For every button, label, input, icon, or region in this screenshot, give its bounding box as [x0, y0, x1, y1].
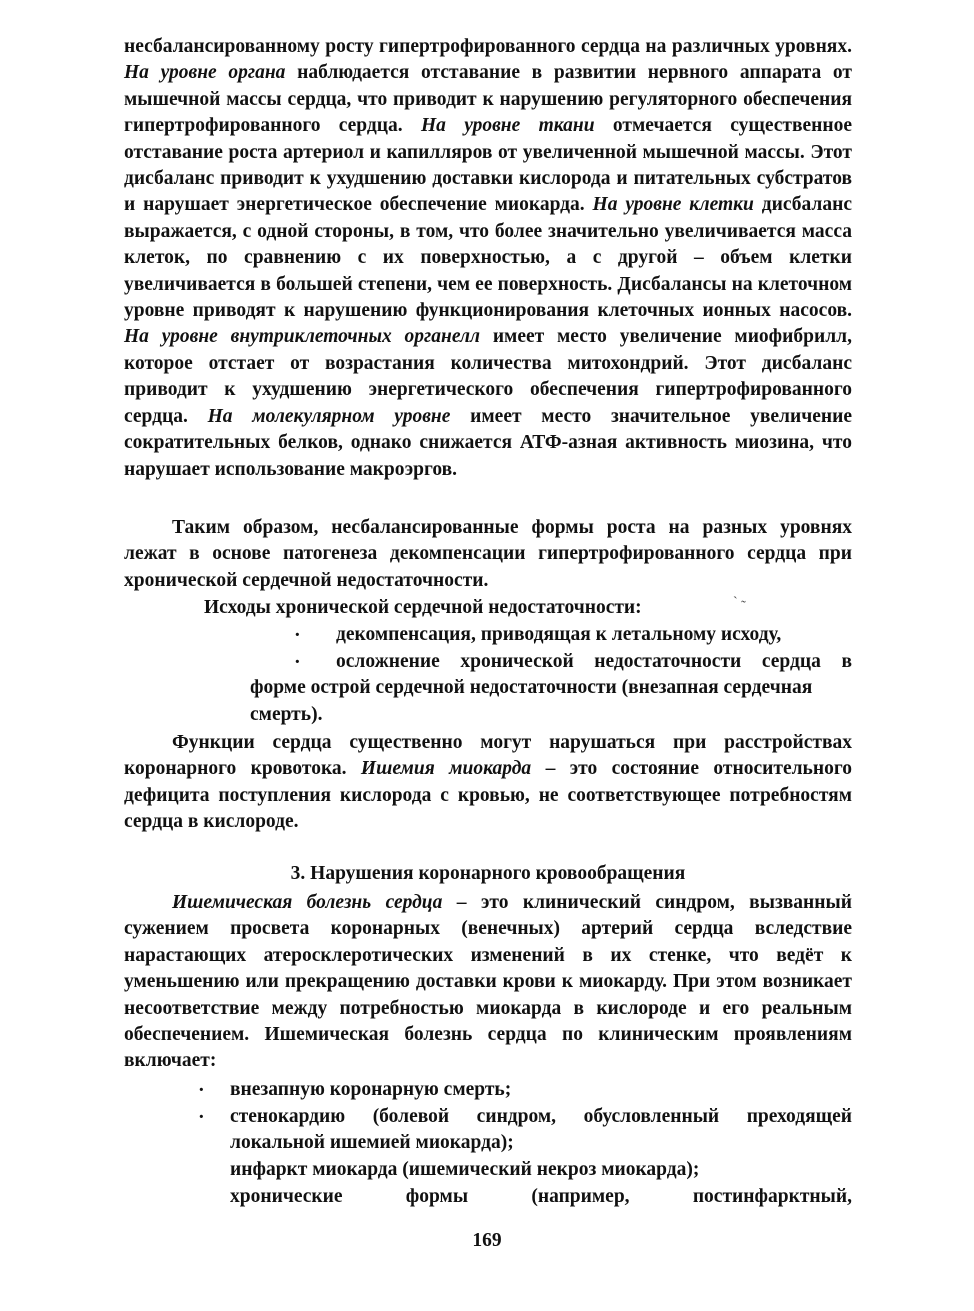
- paragraph-conclusion: Таким образом, несбалансированные формы роста на разных уровнях лежат в основе патогенеза декомпенсации гипертрофированного сердца при хронической сердечной недостаточности.: [124, 517, 852, 591]
- text-run: отмечается существенное отставание роста артериол и капилляров от увеличенной мышечной массы. Этот дисбаланс приводит к ухудшению доставки кислорода и питательных субстратов и нарушает энергетическое обеспечение миокарда.: [124, 115, 853, 216]
- outcomes-title: Исходы хронической сердечной недостаточности:: [204, 597, 642, 618]
- italic-term: На молекулярном уровне: [207, 405, 451, 427]
- text-run: Функции сердца существенно могут нарушаться при расстройствах коронарного кровотока.: [124, 732, 852, 780]
- bullet-icon: ·: [294, 651, 301, 673]
- page-number: 169: [472, 1230, 502, 1251]
- text-run: имеет место значительное увеличение сократительных белков, однако снижается АТФ-азная активность миозина, что нарушает использование макроэргов.: [124, 405, 852, 480]
- outcome-item-complication-end: смерть).: [250, 704, 323, 725]
- italic-term: На уровне органа: [124, 62, 286, 84]
- outcome-item-complication-cont: форме острой сердечной недостаточности (внезапная сердечная: [250, 677, 813, 698]
- bullet-icon: ·: [198, 1079, 205, 1101]
- word: постинфарктный,: [692, 1186, 852, 1207]
- ihd-item-infarction: инфаркт миокарда (ишемический некроз миокарда);: [230, 1159, 700, 1180]
- text-run: дисбаланс выражается, с одной стороны, в том, что более значительно увеличивается масса клеток, по сравнению с их поверхностью, а с другой – объем клетки увеличивается в большей степени, чем ее поверхность. Дисбалансы на клеточном уровне приводят к нарушению функционирования клеточных ионных насосов.: [124, 194, 853, 322]
- bold-italic-term: Ишемическая болезнь сердца: [172, 892, 443, 913]
- text-run: несбалансированному росту гипертрофированного сердца на различных уровнях.: [124, 36, 852, 57]
- outcome-item-decompensation: декомпенсация, приводящая к летальному исходу,: [336, 624, 782, 645]
- paragraph-imbalance-levels: [124, 34, 852, 483]
- outcome-item-complication: осложнение хронической недостаточности сердца в: [336, 651, 852, 672]
- scan-mark: ˴ ˷: [733, 589, 746, 604]
- ihd-item-chronic: [230, 1184, 852, 1210]
- italic-term: На уровне клетки: [592, 194, 754, 216]
- ihd-item-angina-cont: локальной ишемией миокарда);: [230, 1132, 514, 1153]
- text-run: – это состояние относительного дефицита поступления кислорода с кровью, не соответствующее потребностям сердца в кислороде.: [124, 758, 852, 833]
- paragraph-ischemia-definition: [124, 730, 852, 836]
- word: хронические: [230, 1186, 343, 1207]
- paragraph-ihd-definition: [124, 890, 852, 1075]
- ihd-item-angina: стенокардию (болевой синдром, обусловленный преходящей: [230, 1106, 852, 1127]
- text-run: имеет место увеличение миофибрилл, которое отстает от возрастания количества митохондрий. Этот дисбаланс приводит к ухудшению энергетического обеспечения гипертрофированного сердца.: [124, 326, 852, 427]
- ihd-item-sudden-death: внезапную коронарную смерть;: [230, 1079, 512, 1100]
- italic-term: На уровне внутриклеточных органелл: [124, 326, 481, 348]
- text-run: – это клинический синдром, вызванный сужением просвета коронарных (венечных) артерий сердца вследствие нарастающих атеросклеротических изменений в их стенке, что ведёт к уменьшению или прекращению доставки крови к миокарду. При этом возникает несоответствие между потребностью миокарда в кислороде и его реальным обеспечением. Ишемическая болезнь сердца по клиническим проявлениям включает:: [124, 892, 852, 1072]
- text-run: наблюдается отставание в развитии нервного аппарата от мышечной массы сердца, что приводит к нарушению регуляторного обеспечения гипертрофированного сердца.: [124, 62, 852, 137]
- bullet-icon: ·: [198, 1106, 205, 1128]
- word: (например,: [531, 1186, 630, 1207]
- italic-term: На уровне ткани: [420, 115, 595, 137]
- word: формы: [405, 1186, 469, 1207]
- bold-italic-term: Ишемия миокарда: [360, 758, 532, 780]
- bullet-icon: ·: [294, 624, 301, 646]
- section-heading: 3. Нарушения коронарного кровообращения: [290, 863, 686, 884]
